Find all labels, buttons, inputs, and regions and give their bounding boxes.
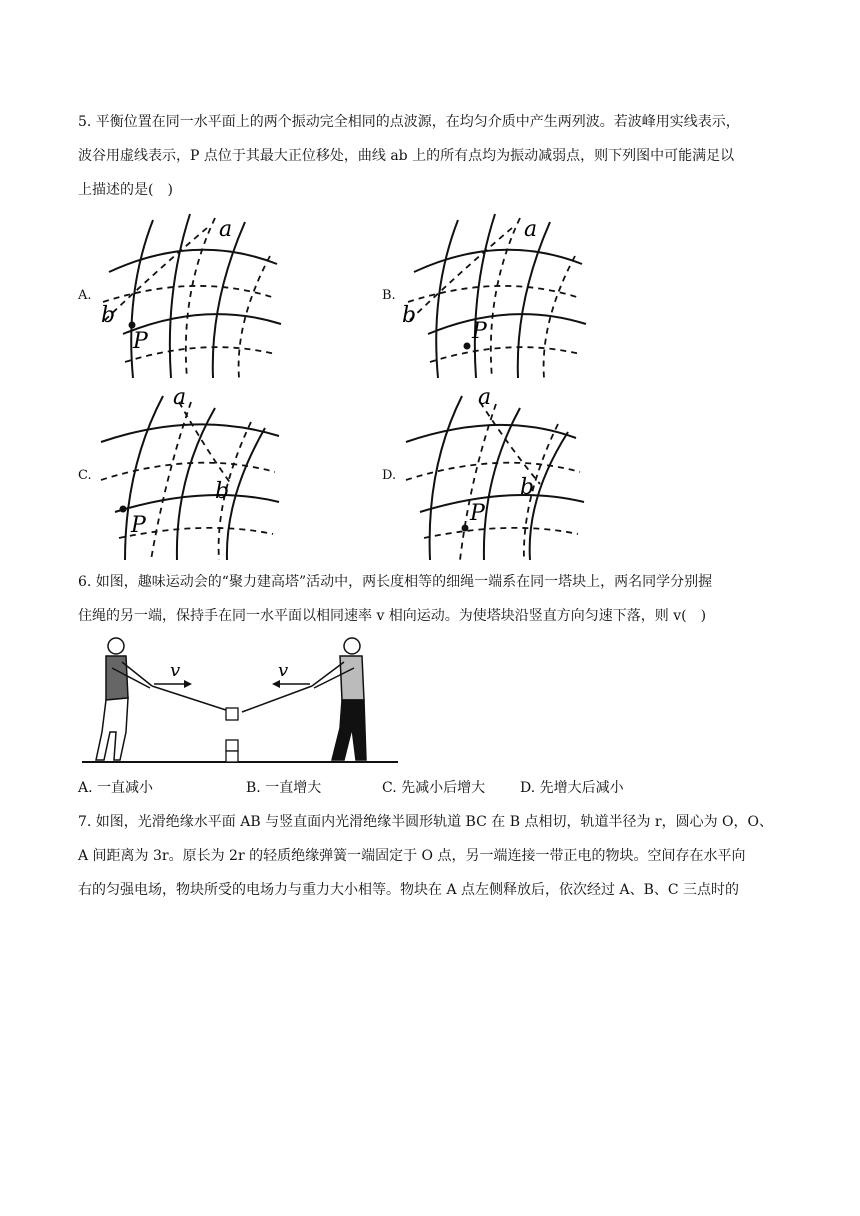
option-b-label: B.: [382, 288, 396, 303]
label-b: b: [402, 303, 417, 328]
point-p-dot: [120, 506, 127, 513]
tower-figure: [82, 632, 402, 770]
q5-line-1: 5. 平衡位置在同一水平面上的两个振动完全相同的点波源，在均匀介质中产生两列波。若波峰用实线表示，: [78, 114, 740, 130]
point-p-dot: [462, 525, 469, 532]
q7-line-1: 7. 如图，光滑绝缘水平面 AB 与竖直面内光滑绝缘半圆形轨道 BC 在 B 点相切，轨道半径为 r，圆心为 O，O、: [78, 814, 774, 830]
point-p-dot: [129, 322, 136, 329]
q5-line-2: 波谷用虚线表示，P 点位于其最大正位移处，曲线 ab 上的所有点均为振动减弱点，则下列图中可能满足以: [78, 148, 735, 164]
q7-line-2: A 间距离为 3r。原长为 2r 的轻质绝缘弹簧一端固定于 O 点，另一端连接一带正电的物块。空间存在水平向: [78, 848, 746, 864]
label-p: P: [470, 501, 485, 526]
q6-line-1: 6. 如图，趣味运动会的“聚力建高塔”活动中，两长度相等的细绳一端系在同一塔块上，两名同学分别握: [78, 574, 713, 590]
q5-line-3: 上描述的是( ): [78, 182, 173, 198]
label-b: b: [215, 479, 230, 504]
point-p-dot: [464, 343, 471, 350]
q6-answer-d: D. 先增大后减小: [520, 780, 624, 796]
left-student: [96, 638, 152, 760]
label-a: a: [478, 385, 492, 410]
option-a-label: A.: [78, 288, 92, 303]
label-p: P: [133, 329, 148, 354]
q6-line-2: 住绳的另一端，保持手在同一水平面以相同速率 v 相向运动。为使塔块沿竖直方向匀速下落，则 v( ): [78, 608, 707, 624]
wave-figure-b: [400, 212, 600, 382]
wave-figure-d: [400, 385, 600, 563]
q7-line-3: 右的匀强电场，物块所受的电场力与重力大小相等。物块在 A 点左侧释放后，依次经过 A、B、C 三点时的: [78, 882, 740, 898]
label-b: b: [101, 303, 116, 328]
label-a: a: [219, 217, 233, 242]
label-a: a: [173, 385, 187, 410]
right-student: [312, 638, 366, 760]
option-d-label: D.: [382, 468, 397, 483]
label-b: b: [520, 475, 535, 500]
wave-figure-a: [95, 212, 295, 382]
tower-block-bottom: [226, 751, 238, 762]
q6-answer-c: C. 先减小后增大: [382, 780, 486, 796]
label-p: P: [472, 319, 487, 344]
hanging-block: [226, 708, 238, 720]
option-c-label: C.: [78, 468, 92, 483]
q6-answer-b: B. 一直增大: [246, 780, 322, 796]
q6-answer-a: A. 一直减小: [78, 780, 154, 796]
tower-block-top: [226, 740, 238, 751]
wave-figure-c: [95, 385, 295, 563]
right-velocity-label: v: [278, 660, 289, 681]
label-a: a: [524, 217, 538, 242]
label-p: P: [131, 513, 146, 538]
left-velocity-label: v: [170, 660, 181, 681]
